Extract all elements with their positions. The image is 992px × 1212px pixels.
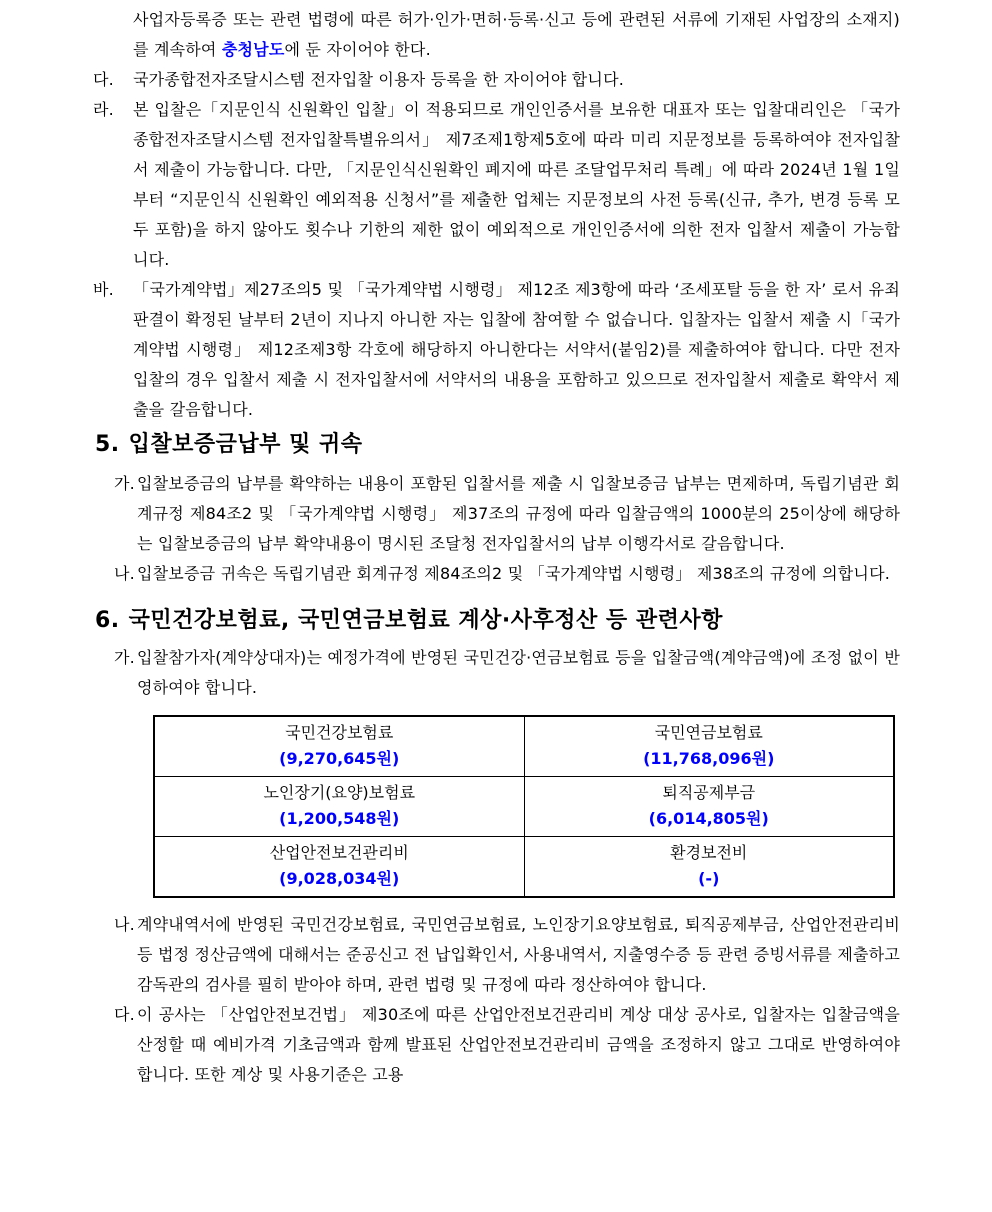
list-item-text: 입찰보증금의 납부를 확약하는 내용이 포함된 입찰서를 제출 시 입찰보증금 납부는 면제하며, 독립기념관 회계규정 제84조2 및 「국가계약법 시행령」 제37조의 규정에 따라 입찰금액의 1000분의 25이상에 해당하는 입찰보증금의 납부 확약내용이 명시된 조달청 전자입찰서의 납부 이행각서로 갈음합니다. [137,474,900,553]
section5-number: 5. [95,432,120,457]
list-item-text: 국가종합전자조달시스템 전자입찰 이용자 등록을 한 자이어야 합니다. [133,70,625,89]
continuation-text-before: 사업자등록증 또는 관련 법령에 따른 허가·인가·면허·등록·신고 등에 관련된 서류에 기재된 사업장의 소재지)를 계속하여 [133,10,900,59]
list-item-label: 바. [93,280,114,299]
list-item-label: 나. [114,915,135,934]
cell-amount: (9,270,645원) [279,749,400,768]
cell-label: 노인장기(요양)보험료 [263,783,416,802]
section6-number: 6. [95,608,120,633]
list-item-label: 다. [114,1005,135,1024]
list-item-label: 라. [93,100,114,119]
list-item-text: 본 입찰은「지문인식 신원확인 입찰」이 적용되므로 개인인증서를 보유한 대표자 또는 입찰대리인은 「국가종합전자조달시스템 전자입찰특별유의서」 제7조제1항제5호에 따라 미리 지문정보를 등록하여야 전자입찰서 제출이 가능합니다. 다만, 「지문인식신원확인 폐지에 따른 조달업무처리 특례」에 따라 2024년 1월 1일부터 “지문인식 신원확인 예외적용 신청서”를 제출한 업체는 지문정보의 사전 등록(신규, 추가, 변경 등록 모두 포함)을 하지 않아도 횟수나 기한의 제한 없이 예외적으로 개인인증서에 의한 전자 입찰서 제출이 가능합니다. [133,100,900,269]
list-item-text: 계약내역서에 반영된 국민건강보험료, 국민연금보험료, 노인장기요양보험료, 퇴직공제부금, 산업안전관리비 등 법정 정산금액에 대해서는 준공신고 전 납입확인서, 사용내역서, 지출영수증 등 관련 증빙서류를 제출하고 감독관의 검사를 필히 받아야 하며, 관련 법령 및 규정에 따라 정산하여야 합니다. [137,915,900,994]
list-item-label: 가. [114,648,135,667]
table-cell-pension-insurance [524,716,894,777]
section6-title: 국민건강보험료, 국민연금보험료 계상·사후정산 등 관련사항 [128,608,723,633]
section5-heading [95,429,992,461]
list-item-ba [93,275,900,425]
list-item-text: 「국가계약법」제27조의5 및 「국가계약법 시행령」 제12조 제3항에 따라 ‘조세포탈 등을 한 자’ 로서 유죄판결이 확정된 날부터 2년이 지나지 아니한 자는 입찰에 참여할 수 없습니다. 입찰자는 입찰서 제출 시「국가계약법 시행령」 제12조제3항 각호에 해당하지 아니한다는 서약서(붙임2)를 제출하여야 합니다. 다만 전자입찰의 경우 입찰서 제출 시 전자입찰서에 서약서의 내용을 포함하고 있으므로 전자입찰서 제출로 확약서 제출을 갈음합니다. [133,280,900,419]
section5-item-na [114,559,900,589]
table-cell-environment-preservation [524,837,894,898]
list-item-da [93,65,900,95]
list-item-text: 입찰참가자(계약상대자)는 예정가격에 반영된 국민건강·연금보험료 등을 입찰금액(계약금액)에 조정 없이 반영하여야 합니다. [137,648,900,697]
insurance-cost-table [153,715,895,898]
paragraph-continuation [133,5,900,65]
table-cell-health-insurance [154,716,524,777]
cell-amount: (9,028,034원) [279,869,400,888]
continuation-text-after: 에 둔 자이어야 한다. [284,40,431,59]
list-item-label: 나. [114,564,135,583]
list-item-ra [93,95,900,275]
cell-amount: (11,768,096원) [643,749,775,768]
list-item-text: 이 공사는 「산업안전보건법」 제30조에 따른 산업안전보건관리비 계상 대상 공사로, 입찰자는 입찰금액을 산정할 때 예비가격 기초금액과 함께 발표된 산업안전보건관리비 금액을 조정하지 않고 그대로 반영하여야 합니다. 또한 계상 및 사용기준은 고용 [137,1005,900,1084]
cell-label: 산업안전보건관리비 [269,843,409,862]
section6-heading [95,605,992,637]
table-cell-longterm-care [154,777,524,837]
table-row [154,837,894,898]
region-highlight: 충청남도 [221,40,285,59]
section6-item-da [114,1000,900,1090]
list-item-text: 입찰보증금 귀속은 독립기념관 회계규정 제84조의2 및 「국가계약법 시행령」 제38조의 규정에 의합니다. [137,564,891,583]
table-cell-retirement-deduction [524,777,894,837]
cell-amount: (6,014,805원) [648,809,769,828]
cell-label: 퇴직공제부금 [662,783,756,802]
section6-item-na [114,910,900,1000]
table-row [154,777,894,837]
table-cell-safety-management [154,837,524,898]
section5-title: 입찰보증금납부 및 귀속 [128,432,363,457]
list-item-label: 다. [93,70,114,89]
cell-amount: (1,200,548원) [279,809,400,828]
section6-item-ga [114,643,900,703]
list-item-label: 가. [114,474,135,493]
cell-amount: (-) [698,869,720,888]
cell-label: 국민연금보험료 [654,723,763,742]
table-row [154,716,894,777]
section5-item-ga [114,469,900,559]
cell-label: 환경보전비 [670,843,748,862]
cell-label: 국민건강보험료 [285,723,394,742]
